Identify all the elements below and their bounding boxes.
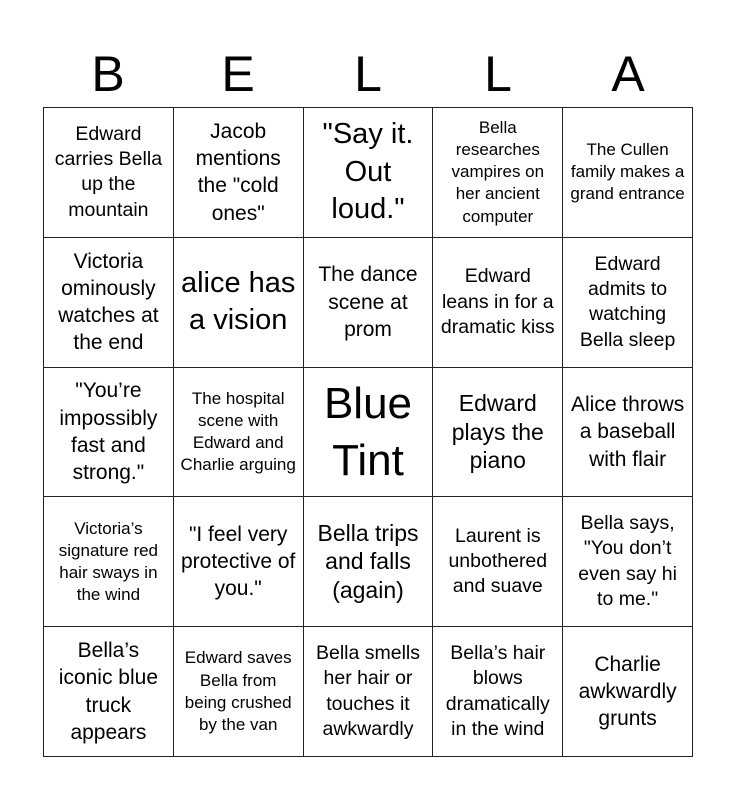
cell-text: alice has a vision bbox=[180, 266, 296, 337]
cell-text: Bella says, "You don’t even say hi to me." bbox=[578, 512, 677, 611]
cell-text: Bella trips and falls (again) bbox=[317, 519, 419, 604]
header-letter-l-2: L bbox=[484, 46, 512, 102]
bingo-cell[interactable] bbox=[563, 627, 693, 757]
cell-text: Edward saves Bella from being crushed by the van bbox=[184, 648, 292, 734]
bingo-cell[interactable] bbox=[174, 108, 304, 238]
bingo-cell[interactable] bbox=[304, 627, 434, 757]
cell-text: The Cullen family makes a grand entrance bbox=[570, 140, 685, 204]
cell-text: Edward carries Bella up the mountain bbox=[54, 122, 163, 221]
cell-text: Charlie awkwardly grunts bbox=[578, 652, 677, 731]
cell-text: Alice throws a baseball with flair bbox=[570, 393, 685, 471]
cell-text: "You’re impossibly fast and strong." bbox=[59, 379, 158, 485]
bingo-cell[interactable] bbox=[433, 497, 563, 627]
cell-text: Bella researches vampires on her ancient computer bbox=[451, 118, 545, 226]
bingo-cell[interactable] bbox=[563, 238, 693, 368]
bingo-cell[interactable] bbox=[44, 368, 174, 498]
bingo-cell[interactable] bbox=[433, 627, 563, 757]
cell-text: Edward plays the piano bbox=[451, 389, 544, 474]
header-letter-e: E bbox=[221, 46, 255, 102]
bingo-cell[interactable] bbox=[304, 497, 434, 627]
cell-text: Victoria ominously watches at the end bbox=[58, 249, 159, 355]
cell-text: Edward admits to watching Bella sleep bbox=[579, 252, 676, 351]
cell-text: "I feel very protective of you." bbox=[180, 522, 296, 601]
bingo-cell[interactable] bbox=[304, 238, 434, 368]
header-letter-b: B bbox=[91, 46, 125, 102]
bingo-cell[interactable] bbox=[304, 108, 434, 238]
cell-text: Bella smells her hair or touches it awkwardly bbox=[315, 641, 421, 740]
bingo-cell[interactable] bbox=[433, 368, 563, 498]
bingo-cell[interactable] bbox=[44, 627, 174, 757]
cell-text: Jacob mentions the "cold ones" bbox=[195, 119, 281, 225]
cell-text: Bella’s iconic blue truck appears bbox=[58, 639, 159, 744]
cell-text: Victoria’s signature red hair sways in the wind bbox=[58, 518, 159, 604]
cell-text: Blue Tint bbox=[323, 378, 413, 485]
cell-text: "Say it. Out loud." bbox=[322, 117, 414, 226]
cell-text: The hospital scene with Edward and Charlie arguing bbox=[180, 388, 296, 475]
cell-text: Bella’s hair blows dramatically in the wind bbox=[445, 641, 550, 740]
bingo-cell[interactable] bbox=[44, 238, 174, 368]
bingo-grid bbox=[43, 107, 693, 757]
bingo-header bbox=[43, 42, 693, 106]
bingo-cell[interactable] bbox=[44, 497, 174, 627]
cell-text: Laurent is unbothered and suave bbox=[448, 524, 548, 598]
bingo-cell[interactable] bbox=[44, 108, 174, 238]
bingo-cell[interactable] bbox=[563, 497, 693, 627]
header-letter-l: L bbox=[354, 46, 382, 102]
cell-text: Edward leans in for a dramatic kiss bbox=[440, 265, 555, 338]
bingo-cell-free[interactable] bbox=[304, 368, 434, 498]
bingo-cell[interactable] bbox=[174, 627, 304, 757]
bingo-cell[interactable] bbox=[174, 497, 304, 627]
cell-text: The dance scene at prom bbox=[318, 263, 418, 341]
bingo-cell[interactable] bbox=[563, 368, 693, 498]
bingo-cell[interactable] bbox=[433, 238, 563, 368]
header-letter-a: A bbox=[611, 46, 645, 102]
bingo-cell[interactable] bbox=[174, 238, 304, 368]
bingo-cell[interactable] bbox=[433, 108, 563, 238]
bingo-cell[interactable] bbox=[174, 368, 304, 498]
bingo-cell[interactable] bbox=[563, 108, 693, 238]
